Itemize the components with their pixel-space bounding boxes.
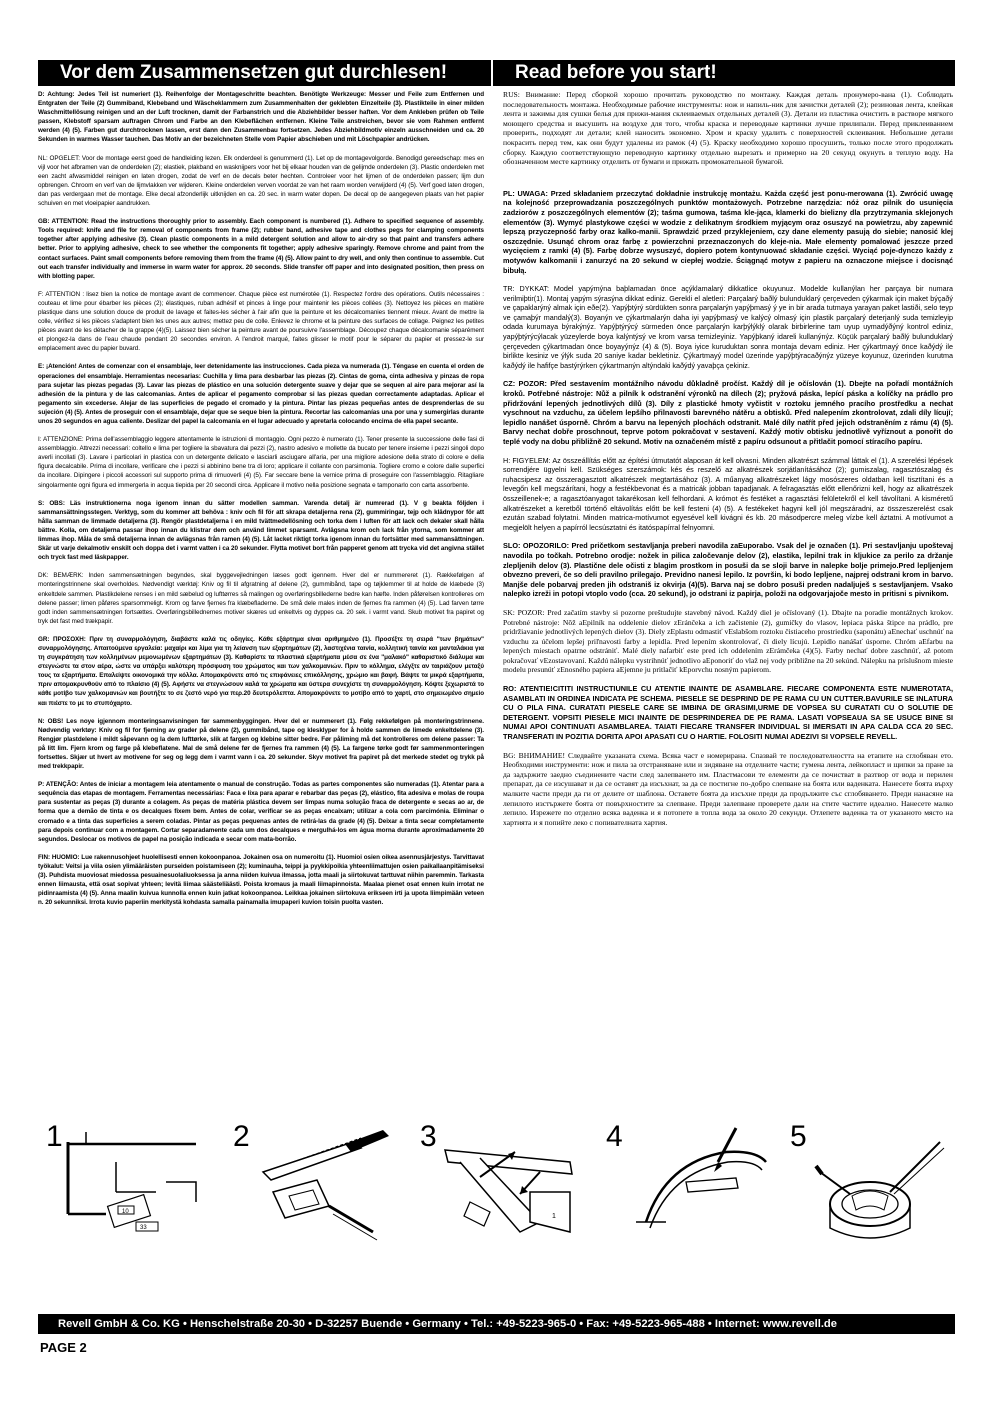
para-hu: H: FIGYELEM: Az összeállítás előtt az építési útmutatót alaposan át kell olvasni. Minden alkatrészt számmal láttak el (1). A szerelési lépések sorrendjére ügyelni kell. Szükséges szerszámok: kés és reszelő az alkatrészek sorjátlanításához (2); gumiszalag, ragasztószalag és ruhacsipesz az összeragasztott alkatrészek megtartásához (3). A műanyag alkatrészeket lágy mosószeres oldatban kell tisztítani és a levegőn kell megszárítani, hogy a festékbevonat és a matricák jobban tapadjanak. A felragasztás előtt ellenőrizni kell, hogy az alkatrészek összeillenek-e; a ragasztóanyagot takarékosan kell felhordani. A krómot és festéket a ragasztási felületekről el kell távolítani. A kisméretű alkatrészeket a keretből történő eltávolítás előtt be kell festeni (4) (5). A festékeket hagyni kell jól megszáradni, az összeszerelést csak ezután szabad folytatni. Minden matrica-motívumot egyesével kell kivágni és kb. 20 másodpercre meleg vízbe kell áztatni. A motívumot a megjelölt helyen a papírról lecsúsztatni és itatóspapírral felnyomni. — [503, 455, 953, 532]
step-number: 4 — [606, 1120, 623, 1153]
para-tr: TR: DYKKAT: Model yapýmýna baþlamadan önce açýklamalarý dikkatlice okuyunuz. Modelde kullanýlan her parçaya bir numara verilmiþtir(1). Montaj yapým sýrasýna dikkat ediniz. Gerekli el aletleri: Parçalarý baðlý bulunduklarý çerçeveden çýkarmak için maket býçaðý ve çapaklarýný almak için eðe(2). Yapýþtýrý sürdükten sonra parçalarýn yapýþmasý ý ye in bir arada tutmaya yarayan paket lastiði, selo teyp ve çamaþýr mandalý(3). Boyanýn ve çýkartmalarýn daha iyi yapýþmasý ve kalýcý olmasý için plastik parçalarý deterjanlý suda temizleyip odada kurumaya býrakýnýz. Yapýþtýrýcý sürmeden önce parçalarýn karþýlýklý olarak birbirlerine tam uyup uymadýðýný kontrol ediniz, yapýþtýrýcýlacak yüzeylerde boya kalýntýsý ve krom varsa temizleyiniz. Yapýþkaný idareli kullanýnýz. Küçük parçalarý baðlý bulunduklarý çerçeveden çýkartmadan önce boyayýnýz (4) & (5). Boya iyice kuruduktan sonra montaja devam ediniz. Her çýkartmayý önce kaðýdý ile birlikte kesiniz ve ýlýk suda 20 saniye kadar bekletiniz. Çýkartmayý model üzerinde yapýþtýracaðýnýz yüzeye koyunuz, üzerinden kurutma kaðýdý ile hafifçe bastýrýrken çýkartmanýn altýndaki kaðýdý yavaþça çekiniz. — [503, 284, 953, 370]
para-nl: NL: OPGELET: Voor de montage eerst goed de handleiding lezen. Elk onderdeel is genummerd (1). Let op de montagevolgorde. Benodigd gereedschap: mes en vijl voor het afbramen van de onderdelen (2); elastiek, plakband en wasknijpers voor het bij elkaar houden van de gelijmde onderdelen (3). Plastic onderdelen met een zacht afwasmiddel reinigen en laten drogen, zodat de verf en de decals beter hechten. Controleer voor het lijmen of de onderdelen passen; lijm dun opbrengen. Chroom en verf van de lijmvlakken ver wijderen. Kleine onderdelen verven voordat ze van het raam worden verwijderd (4) (5). Verf goed laten drogen, dan pas verdergaan met de montage. Elke decal afzonderlijk uitknijden en ca. 20 sec. in warm water dopen. De decal op de aangegeven plaats van het papier schuiven en met vloeipapier aandrukken. — [38, 154, 484, 208]
para-de: D: Achtung: Jedes Teil ist numeriert (1). Reihenfolge der Montageschritte beachten. Benötigte Werkzeuge: Messer und Feile zum Entfernen und Entgraten der Teile (2) Gummiband, Klebeband und Wäscheklammern zum Zusammenhalten der geklebten Einzelteile (3). Plastikteile in einer milden Waschmittellösung reinigen und an der Luft trocknen, damit der Farbanstrich und die Abziehbilder besser haften. Vor dem Ankleben prüfen ob Teile passen, Klebstoff sparsam auftragen Chrom und Farbe an den Klebeflächen entfernen. Kleine Teile anstreichen, bevor sie vom Rahmen entfernt werden (4) (5). Farben gut durchtrocknen lassen, erst dann den Zusammenbau fortsetzen. Jedes Abziehbildmotiv einzeln ausschneiden und ca. 20 Sekunden in warmes Wasser tauchen. Das Motiv an der bezeichneten Stelle vom Papier abschieben und mit Löschpapier andrücken. — [38, 91, 484, 144]
para-dk: DK: BEMÆRK: Inden sammensætningen begyndes, skal byggevejledningen læses godt igennem. Hver del er nummereret (1). Rækkefølgen af monteringstrinnene skal overholdes. Nødvendigt værktøj: Kniv og fil til afgratning af delene (2), gummibånd, tape og tøjklemmer til at holde de klæbede (3) enkeltdele sammen. Plastikdelene renses i en mild sæbelud og lufttørres så malingen og overføringsbillederne bedre kan hæfte. Inden påførelsen kontrolleres om delene passer; limen påføres sparsommeligt. Krom og farve fjernes fra klæbefladerne. De små dele males inden de fjernes fra rammen (4) (5). Lad farven tørre godt inden sammensætningen fortsættes. Overføringsbillednernes motiver skæres ud enkeltvis og dyppes ca. 20 sek. i varmt vand. Skub motivet fra papiret og tryk det fast med trækpapir. — [38, 572, 484, 625]
para-es: E: ¡Atención! Antes de comenzar con el ensamblaje, leer detenidamente las instrucciones. Cada pieza va numerada (1). Téngase en cuenta el orden de operaciones del ensamblaje. Herramientas necesarias: Cuchilla y lima para desbarbar las piezas (2). Cintas de goma, cinta adhesiva y pinzas de ropa para sujetar las piezas pegadas (3). Lavar las piezas de plástico en una solución detergente suave y dejar que se sequen al aire para mejorar así la adhesión de la pintura y de las calcomanías. Antes de aplicar el pegamento comprobar si las piezas quedan correctamente adaptadas. Aplicar el pegamento sin excederse. Alejar de las superficies de pegado el cromado y la pintura. Pintar las piezas pequeñas antes de desprenderlas de su sujeción (4) (5). Antes de proseguir con el ensamblaje, dejar que se seque bien la pintura. Recortar las calcomanías una por una y sumergirlas durante unos 20 segundos en agua caliente. Deslizar del papel la calcomanía en el lugar adecuado y apretarla colocando encima de ella papel secante. — [38, 363, 484, 425]
para-no: N: OBS! Les noye igjennom monteringsanvisningen før sammenbyggingen. Hver del er nummerert (1). Følg rekkefølgen på monteringstrinnene. Nødvendig verktøy: Kniv og fil for fjerning av grader på delene (2), gummibånd, tape og klesklyper for å holde sammen de limede enkeltdelene (3). Rengjør plastdelene i mildt såpevann og la dem lufttørke, slik at fargen og klebine sitter bedre. Før påliming må det kontrolleres om delene passer: Ta på litt lim. Fjern krom og farge på klebeflatene. Mal de små delene før de fjernes fra rammen (4) (5). La fargene tørke godt før sammenmonteringen fortsettes. Skjær ut hvert av motivene for seg og legg dem i varmt vann i ca. 20 sekunder. Skyv motivet fra papiret på det merkede stedet og trykk på med trekkpapir. — [38, 717, 484, 771]
para-fi: FIN: HUOMIO: Lue rakennusohjeet huolellisesti ennen kokoonpanoa. Jokainen osa on numeroitu (1). Huomioi osien oikea asennusjärjestys. Tarvittavat työkalut: Veitsi ja viila osien ylimääräisten purseiden poistamiseen (2); kuminauha, teippi ja pyykkipoikia yhteenliimattujen osien paikallaanpitämiseksi (3). Puhdista muoviosat miedossa pesuainesuolaliuoksessa ja anna niiden kuivua ilmassa, jotta maali ja siirtokuvat tarttuvat niihin paremmin. Tarkasta ennen liimausta, että osat sopivat yhteen; levitä liimaa säästeliäästi. Poista kromaus ja maali liimapinnoista. Maalaa pienet osat ennen kuin irrotat ne pidinraamista (4) (5). Anna maalin kuivua kunnolla ennen kuin jatkat kokoonpanoa. Leikkaa jokainen siirtokuva erikseen irti ja upota liimpimään veteen n. 20 sekunniksi. Irrota kuvio paperiin merkitystä kohdasta samalla painamalla imupaperi kuvion toisin puolta vasten. — [38, 853, 484, 907]
step-4 — [606, 1122, 776, 1242]
paint-brush-frame-icon — [606, 1122, 776, 1242]
part-label-a: 10 — [122, 1209, 129, 1215]
decal-tweezers-icon — [790, 1122, 960, 1242]
para-pt: P: ATENÇÃO: Antes de iniciar a montagem leia atentamente o manual de construção. Todas as partes componentes são numeradas (1). Atentar para a sequência das etapas de montagem. Ferramentas necessárias: Faca e lixa para aparar e rebarbar das peças (2), elástico, fita adesiva e molas de roupa para sustentar as peças (3) durante a colagem. As peças de matéria plástica devem ser limpas numa solução fraca de detergente e secas ao ar, de forma que a demão de tinta e os decalques fixem bem. Antes de colar, verificar se as peças encaixam; utilizar a cola com parcimónia. Eliminar o cromado e a tinta das superfícies a serem coladas. Pintar as peças pequenas antes de retirá-las da grade (4) (5). Deixar a tinta secar completamente para depois continuar com a montagem. Cortar separadamente cada um dos decalques e mergulhá-los em água morna durante aproximadamente 20 segundos. Deslocar os motivos de papel na posição indicada e secar com mata-borrão. — [38, 781, 484, 843]
left-column — [38, 90, 484, 916]
step-number: 2 — [233, 1120, 250, 1153]
right-column — [503, 90, 953, 836]
header-right: Read before you start! — [493, 60, 955, 86]
step-5 — [790, 1122, 960, 1242]
step-number: 1 — [46, 1120, 63, 1153]
step-number: 3 — [420, 1120, 437, 1153]
step-1 — [46, 1122, 216, 1242]
step-2 — [233, 1122, 403, 1242]
knife-file-icon — [233, 1122, 403, 1242]
footer-contact: Revell GmbH & Co. KG • Henschelstraße 20-30 • D-32257 Buende • Germany • Tel.: +49-5223-965-0 • Fax: +49-5223-965-488 • Internet: www.revell.de — [38, 1314, 955, 1334]
para-fr: F: ATTENTION : lisez bien la notice de montage avant de commencer. Chaque pièce est numérotée (1). Respectez l'ordre des opérations. Outils nécessaires : couteau et lime pour ébarber les pièces (2); élastiques, ruban adhésif et pinces à linge pour maintenir les pièces collées (3). Nettoyez les pièces en matière plastique dans une solution douce de produit de lavage et faites-les sécher à l'air afin que la peinture et les décalcomanies tiennent mieux. Avant de mettre la colle, vérifiez si les pièces s'adaptent bien les unes aux autres; mettez peu de colle. Enlevez le chrome et la peinture des surfaces de collage. Peignez les petites pièces avant de les détacher de la grappe (4)(5). Laissez bien sécher la peinture avant de poursuivre l'assemblage. Découpez chaque décalcomanie séparément et plongez-la dans de l'eau chaude pendant 20 secondes environ. A l'endroit marqué, faites glisser le motif pour le séparer du papier et pressez-le sur emplacement avec du papier buvard. — [38, 290, 484, 353]
assembly-steps — [38, 1122, 956, 1242]
para-cz: CZ: POZOR: Před sestavením montážního návodu důkladně pročíst. Každý díl je očíslován (1). Dbejte na pořadí montážních kroků. Potřebné nástroje: Nůž a pilník k odstranění výronků na dílech (2); pryžová páska, lepící páska a kolíčky na prádlo pro přidržování lepených jednotlivých dílů (3). Díly z plastické hmoty vyčistit v roztoku jemného pracího prostředku a nechat vyschnout na vzduchu, za účelem lepšího přilnavosti barevného nátěru a obtisků. Před nalepením zkontrolovat, zdali díly lícují; lepidlo nanášet úsporně. Chróm a barvu na lepených plochách odstranit. Malé díly natřít před jejich odstraněním z rámu (4) (5). Barvy nechat dobře proschnout, teprve potom pokračovat v sestavení. Každý motiv obtisku jednotlivě vyříznout a ponořit do teplé vody na dobu přibližně 20 sekund. Motiv na označeném místě z papíru odsunout a přitlačit pomocí stíracího papíru. — [503, 379, 953, 446]
para-se: S: OBS: Läs instruktionerna noga igenom innan du sätter modellen samman. Varenda detalj är numrerad (1). V g beakta följden i sammansättningsstegen. Verktyg, som du kommer att behöva : kniv och fil för att skrapa detaljerna rena (2), gummiringar, tejp och klädnypor för att hålla samman de limmade detaljerna (3). Rengör plastdetaljerna i en mild tvättmedellösning och torka dem i luften för att lack och dekaler skall hålla bättre. Kolla, om detaljerna passar ihop innan du klistrar dem och använd limmet sparsamt. Avlägsna krom och lack från ytorna, som kommer att limmas ihop. Måla de små detaljerna innan de avlägsnas från ramen (4) (5). Låt lacket riktigt torka igenom innan du fortsätter med sammansättningen. Skär ut varje dekalmotiv enskilt och doppa det i varmt vatten i ca 20 sekunder. Flytta motivet bort från papperet genom att trycka vid det angivna stället och tryck fast med läskpapper. — [38, 499, 484, 562]
step-3 — [420, 1122, 590, 1242]
para-sk: SK: POZOR: Pred začatím stavby si pozorne preštudujte stavebný návod. Každý diel je očíslovaný (1). Dbajte na poradie montážnych krokov. Potrebné nástroje: Nôž aEpilník na oddelenie dielov zEránčeka a ich začistenie (2), gumičky do vlasov, lepiaca páska štipce na prádlo, pre pridržiavanie jednotlivých lepených dielov (3). Diely zEplastu odmastiť vEslabšom roztoku čistiaceho prostriedku (saponátu) aEnechať uschnúť na vzduchu za účelom lepšej priľnavosti farby a lepidla. Pred lepením skontrolovať, či diely lícujú. Lepidlo nanášať úsporne. Chróm aEfarbu na lepených miestach opatrne odstrániť. Malé diely nafarbiť este pred ich oddelením zErámčeka (4)(5). Farby nechať dobre zaschnúť, až potom pokračovať vEzostavovaní. Každú nálepku vystrihnúť jednotlivo aEponoriť do vlaž nej vody približne na 20 sekúnd. Nálepku na príslušnom mieste modelu presunúť zEnosného papiera aEjemne ju pritlačiť kEporvchu nosným papierom. — [503, 607, 953, 675]
part-label-c: 1 — [552, 1213, 556, 1220]
para-pl: PL: UWAGA: Przed składaniem przeczytać dokładnie instrukcję montażu. Każda część jest ponu-merowana (1). Zwrócić uwagę na kolejność przeprowadzania poszczególnych punktów montażowych. Potrzebne narzędzia: nóż oraz pilnik do usunięcia zadziorów z poszczególnych elementów (2); taśma gumowa, taśma kle-jąca, klamerki do bielizny dla przytrzymania sklejonych elementów (3). Wymyć plastykowe części w wodzie z delikatnym środkiem myjącym oraz osuszyć na powietrzu, aby zapewnić lepszą przyczepność farby oraz kalko-manii. Sprawdzić przed przyklejeniem, czy dane elementy pasują do siebie; nanosić klej oszczędnie. Usunąć chrom oraz farbę z powierzchni przeznaczonych do kleje-nia. Małe elementy pomalować jeszcze przed wycięciem z ramki (4) (5). Farbę dobrze wysuszyć, dopiero potem kontynuować składanie części. Wyciąć poje-dynczo każdy z motywów kalkomanii i zanurzyć na 20 sekund w ciepłej wodzie. Ściągnąć motyw z papieru na oznaczone miejsce i docisnąć bibułą. — [503, 188, 953, 275]
page-number: PAGE 2 — [40, 1340, 87, 1355]
header-left: Vor dem Zusammensetzen gut durchlesen! — [38, 60, 491, 86]
sprue-numbering-icon — [46, 1122, 216, 1242]
para-slo: SLO: OPOZORILO: Pred pričetkom sestavljanja preberi navodila zaEuporabo. Vsak del je označen (1). Pri sestavljanju upoštevaj navodila po točkah. Potrebno orodje: nožek in pilica zaločevanje delov (2), elastika, lepilni trak in kljukice za perilo za držanje zlepljenih delov (3). Plastične dele očisti z blagim prostkom in posuši da se sloji barve in nalepke bolje primejo.Pred lepljenjem obvezno preveri, če so deli pravilno prilegajo. Previdno nanesi lepilo. Iz površin, ki bodo lepljene, najprej odstrani krom in barvo. Manjše dele pobarvaj preden jih odstraniš iz okvirja (4)(5). Barva naj se dobro posuši preden nadaljuješ s sestavljanjem. Vsako nalepko izreži in potopi vtoplo vodo (cca. 20 sekund), jo odstrani iz papirja, položi na odgovarjajoče mesto in pritisni s pivnikom. — [503, 541, 953, 599]
part-label-b: 33 — [140, 1225, 147, 1231]
para-gr: GR: ΠΡΟΣΟΧΗ: Πριν τη συναρμολόγηση, διαβάστε καλά τις οδηγίες. Κάθε εξάρτημα είναι αριθμημένο (1). Προσέξτε τη σειρά "των βημάτων" συναρμολόγησης. Απαιτούμενα εργαλεία: μαχαίρι και λίμα για τη λείανση των εξαρτημάτων (2), λαστιχένια ταινία, κολλητική ταινία και μανταλάκια για τη συγκράτηση των κολλημένων μεμονωμένων εξαρτημάτων (3). Καθαρίστε τα πλαστικά εξαρτήματα μέσα σε ένα "μαλακό" καθαριστικό διάλυμα και στεγνώστε τα στον αέρα, ώστε να υπάρξει καλύτερη πρόσφυση του χρώματος και των χαλκομανιών. Πριν το κόλλημα, ελέγξτε αν ταιριάζουν μεταξύ τους τα εξαρτήματα. Επαλείψτε οικονομικά την κόλλα. Απομακρύνετε από τις επιφάνειες επικόλλησης, χρώμιο και βαφή. Βάψτε τα μικρά εξαρτήματα, πριν απομακρυνθούν από το πλαίσιο (4) (5). Αφήστε να στεγνώσουν καλά τα χρώματα και ύστερα συνεχίστε τη συναρμολόγηση. Κόψτε ξεχωριστά το κάθε μοτίβο των χαλκομανιών και βουτήξτε το σε ζεστό νερό για περ.20 δευτερόλεπτα. Απομακρύνετε το μοτίβο από το χαρτί, στο σημειωμένο σημείο και πιέστε το με το στυπόχαρτο. — [38, 635, 484, 707]
para-gb: GB: ATTENTION: Read the instructions thoroughly prior to assembly. Each component is numbered (1). Adhere to specified sequence of assembly. Tools required: knife and file for removal of components from frame (2); rubber band, adhesive tape and clothes pegs for clamping components together after applying adhesive (3). Clean plastic components in a mild detergent solution and allow to air-dry so that paint and transfers adhere better. Prior to applying adhesive, check to see whether the components fit together; apply adhesive sparingly. Remove chrome and paint from the contact surfaces. Paint small components before removing them from the frame (4) (5). Allow paint to dry well, and only then continue to assemble. Cut out each transfer individually and immerse in warm water for approx. 20 seconds. Slide transfer off paper and into designated position, then press on with blotting paper. — [38, 218, 484, 280]
para-ru: RUS: Внимание: Перед сборкой хорошо прочитать руководство по монтажу. Каждая деталь пронумеро-вана (1). Соблюдать последовательность монтажа. Необходимые рабочие инструменты: нож и напиль-ник для зачистки деталей (2); резиновая лента, клейкая лента и зажимы для сушки белья для прижи-мания склеиваемых отдельных деталей (3). Детали из пластика очистить в растворе мягкого моющего средства и высушить на воздухе для того, чтобы краска и переводные картинки лучше прилипали. Перед приклеиванием проверить, подходят ли детали; клей наносить экономно. Хром и краску удалить с поверхностей склеивания. Небольшие детали покрасить перед тем, как они будут удалены из рамок (4) (5). Краску необходимо хорошо просушить, только после этого продолжать сборку. Каждую соответствующую переводную картинку отдельно вырезать и примерно на 20 секунд окунуть в теплую воду. На обозначенном месте картинку отделить от бумаги и прижать промокательной бумагой. — [503, 90, 953, 167]
clamp-glue-icon — [420, 1122, 590, 1242]
para-ro: RO: ATENTIE!CITITI INSTRUCTIUNILE CU ATENTIE INAINTE DE ASAMBLARE. FIECARE COMPONENTA ESTE NUMEROTATA, ASAMBLATI IN ORDINEA INDICATA PE SCHEMA. PIESELE SE DESPRIND DE PE RAMA CU UN CUTTER.BAVURILE SE INLATURA CU O PILA FINA. CURATATI PIESELE CARE SE IMBINA DE GRASIMI,URME DE VOPSEA SU CURATATI CU O SOLUTIE DE DETERGENT. VOPSITI PIESELE MICI INAINTE DE DESPRINDEREA DE PE RAMA. LASATI VOPSEAUA SA SE USUCE BINE SI NUMAI APOI CONTINUATI ASAMBLAREA. TAIATI FIECARE TRANSFER INDIVIDUAL SI IMERSATI IN APA CALDA CCA 20 SEC. TRANSFERATI IN POZITIA DORITA APOI APASATI CU O HARTIE. FOLOSITI NUMAI ADEZIVI SI VOPSELE REVELL. — [503, 684, 953, 742]
step-number: 5 — [790, 1120, 807, 1153]
para-bg: BG: ВНИМАНИЕ! Следвайте указаната схема. Всяка част е номерирана. Спазвай те последователността на етапите на сглобяван ето. Необходими инструменти: нож и пила за отстраняване или и зидяване на отделните части; гумена лента, лейкопласт и щипки за пране за да задържите заедно съединените части след залепването им. Пластмасови те елементи да се почистват в разтвор от вода и перилен препарат, да се изсушават и да се оставят да изсъхнат, за да се постигне по-добро слепване на боята или ваденката. Нанесете боята върху малките части преди да ги от делите от шаблона. Оставете боята да изсъхне преди да продължите със сглобяването. Преди нанасяне на лепилото изстържете боята от повърхностите за слепване. Преди залепване проверете дали на стите частите идеално. Нанесете малко лепило. Изрежете по отделно всяка ваденка и я потопете в топла вода за около 20 секунди. Отлепете ваденка та от указаното място на хартията и я попийте леко с попивателната хартия. — [503, 750, 953, 827]
para-it: I: ATTENZIONE: Prima dell'assemblaggio leggere attentamente le istruzioni di montaggio. Ogni pezzo è numerato (1). Tener presente la successione delle fasi di assemblaggio. Attrezzi necessari: coltello e lima per togliere la sbavatura dai pezzi (2), nastro adesivo e mollette da bucato per tenere insieme i pezzi singoli dopo averli incollati (3). Lavare i particolari in plastica con un detergente delicato e lasciarli asciugare all'aria, per una migliore adesione della strato di colore e della figura decalcabile. Prima di incollare, verificare che i pezzi si abbinino bene tra di loro; applicare il collante con parsimonia. Togliere cromo e colore dalle superfici da incollare. Dipingere i piccoli accessori sul supporto prima di rimuoverli (4) (5). Far seccare bene la vernice prima di proseguire con l'assemblaggio. Ritagliare singolarmente ogni figura ed immergerla in acqua tiepida per 20 secondi circa. Applicare il motivo nella posizione segnata e tamponarlo con carta assorbente. — [38, 436, 484, 489]
